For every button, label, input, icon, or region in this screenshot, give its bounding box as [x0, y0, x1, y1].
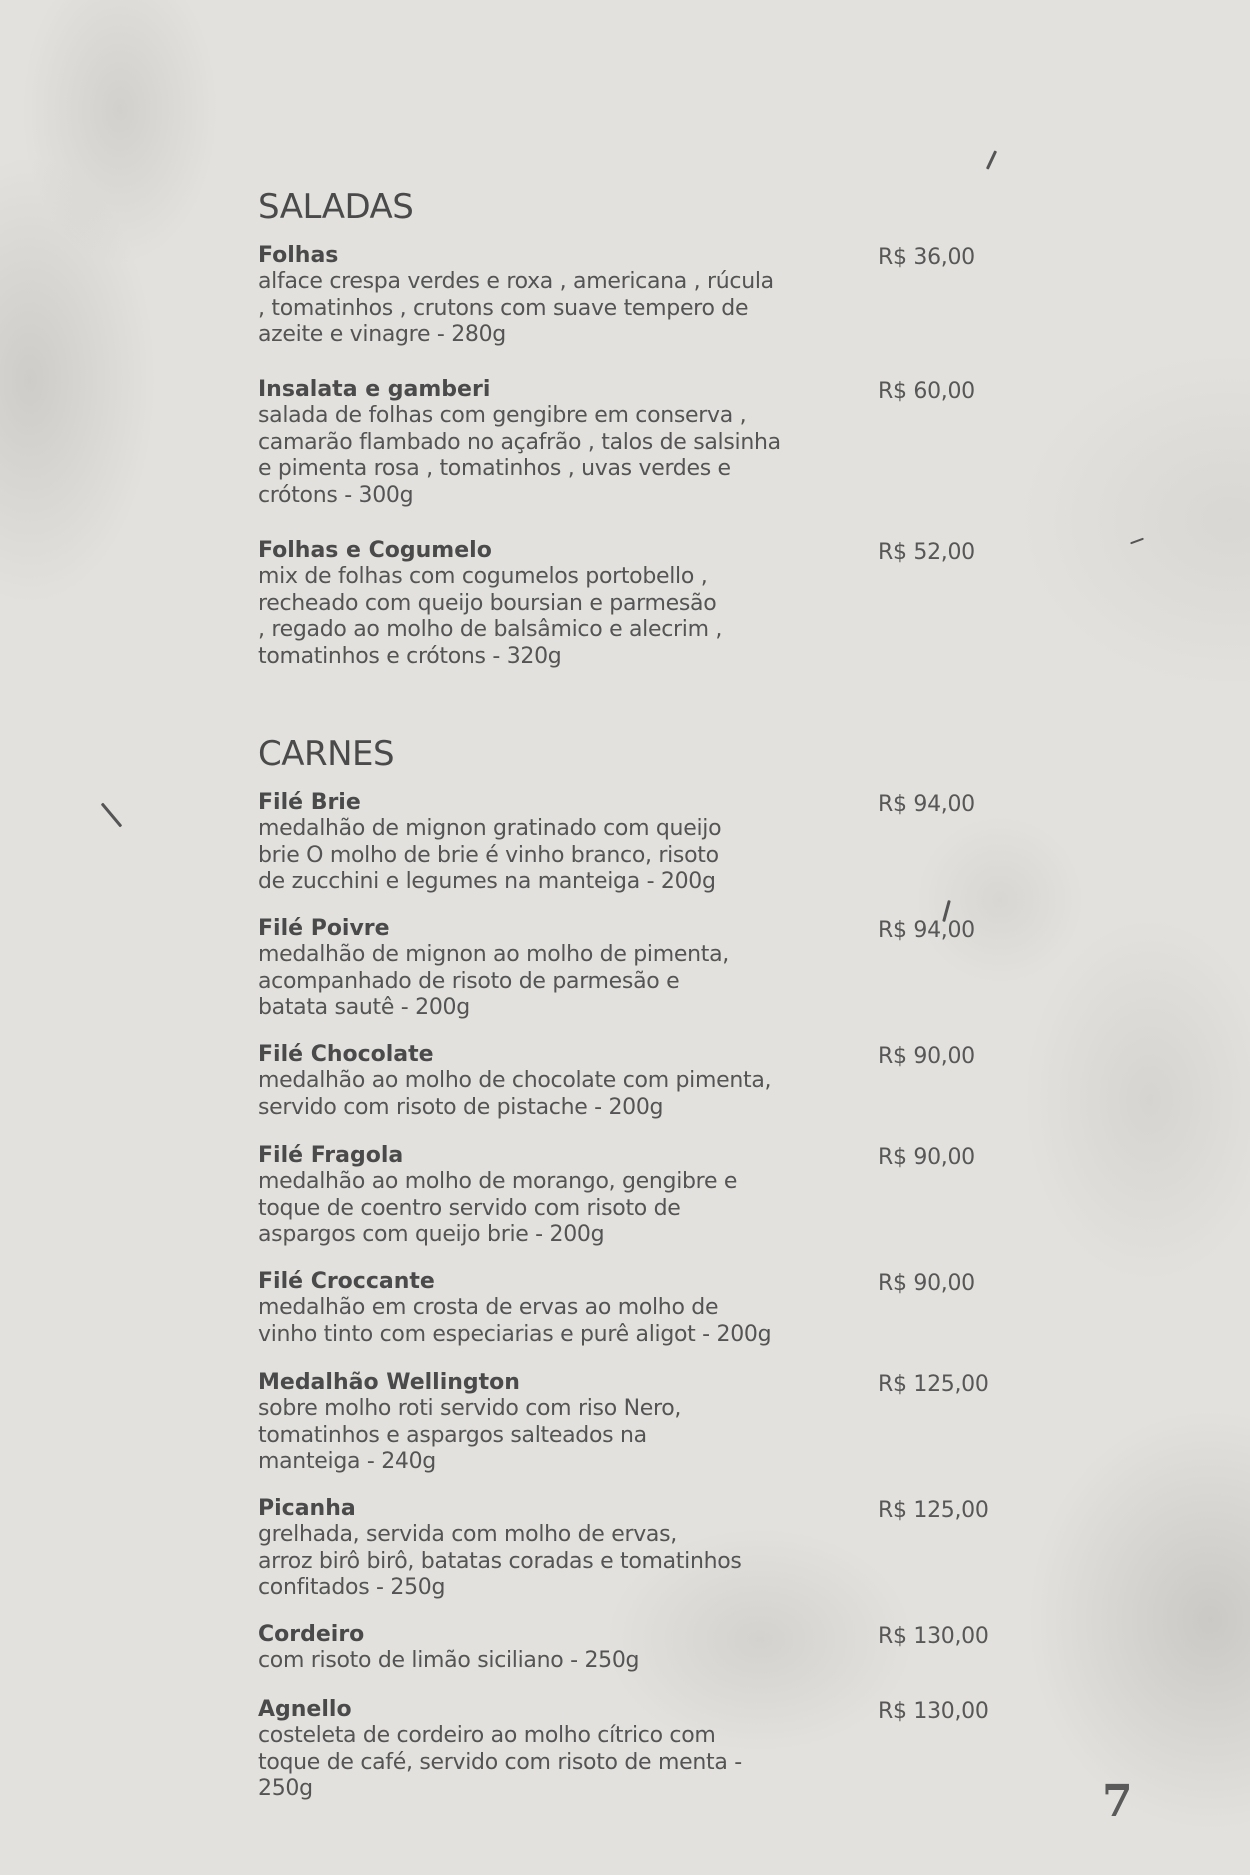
- item-price: R$ 130,00: [878, 1699, 989, 1724]
- menu-item-folhas-e-cogumelo: [258, 538, 975, 670]
- item-price: R$ 36,00: [878, 245, 975, 270]
- paper-fleck: [1130, 538, 1144, 545]
- item-price: R$ 125,00: [878, 1372, 989, 1397]
- item-name: Medalhão Wellington: [258, 1370, 520, 1395]
- menu-item-picanha: [258, 1496, 989, 1602]
- item-description: medalhão de mignon ao molho de pimenta, acompanhado de risoto de parmesão e batata sautê - 200g: [258, 942, 729, 1020]
- menu-item-file-brie: [258, 790, 975, 896]
- item-description: grelhada, servida com molho de ervas, arroz birô birô, batatas coradas e tomatinhos confitados - 250g: [258, 1522, 742, 1600]
- section-title-carnes: CARNES: [258, 734, 395, 774]
- item-description: costeleta de cordeiro ao molho cítrico com toque de café, servido com risoto de menta - 250g: [258, 1723, 742, 1801]
- menu-item-file-fragola: [258, 1143, 975, 1249]
- item-price: R$ 94,00: [878, 918, 975, 943]
- item-description: medalhão ao molho de chocolate com pimenta, servido com risoto de pistache - 200g: [258, 1068, 772, 1120]
- item-name: Filé Poivre: [258, 916, 390, 941]
- item-name: Filé Brie: [258, 790, 361, 815]
- item-price: R$ 94,00: [878, 792, 975, 817]
- item-name: Picanha: [258, 1496, 356, 1521]
- item-description: sobre molho roti servido com riso Nero, tomatinhos e aspargos salteados na manteiga - 240g: [258, 1396, 682, 1474]
- item-description: medalhão ao molho de morango, gengibre e toque de coentro servido com risoto de aspargos com queijo brie - 200g: [258, 1169, 738, 1247]
- item-name: Filé Croccante: [258, 1269, 435, 1294]
- item-price: R$ 90,00: [878, 1271, 975, 1296]
- item-description: com risoto de limão siciliano - 250g: [258, 1648, 640, 1673]
- page-number: 7: [1102, 1776, 1133, 1827]
- item-description: medalhão de mignon gratinado com queijo brie O molho de brie é vinho branco, risoto de zucchini e legumes na manteiga - 200g: [258, 816, 722, 894]
- item-name: Cordeiro: [258, 1622, 365, 1647]
- item-name: Filé Chocolate: [258, 1042, 434, 1067]
- item-description: alface crespa verdes e roxa , americana , rúcula , tomatinhos , crutons com suave tempero de azeite e vinagre - 280g: [258, 269, 774, 347]
- item-price: R$ 90,00: [878, 1145, 975, 1170]
- item-name: Folhas: [258, 243, 339, 268]
- item-name: Agnello: [258, 1697, 352, 1722]
- menu-item-medalhao-wellington: [258, 1370, 989, 1476]
- menu-item-file-chocolate: [258, 1042, 975, 1121]
- item-price: R$ 52,00: [878, 540, 975, 565]
- menu-item-folhas: [258, 243, 975, 349]
- item-name: Filé Fragola: [258, 1143, 404, 1168]
- item-name: Insalata e gamberi: [258, 377, 491, 402]
- item-price: R$ 130,00: [878, 1624, 989, 1649]
- item-price: R$ 60,00: [878, 379, 975, 404]
- item-name: Folhas e Cogumelo: [258, 538, 492, 563]
- menu-item-cordeiro: [258, 1622, 989, 1675]
- item-description: medalhão em crosta de ervas ao molho de vinho tinto com especiarias e purê aligot - 200g: [258, 1295, 772, 1347]
- menu-item-file-poivre: [258, 916, 975, 1022]
- item-price: R$ 90,00: [878, 1044, 975, 1069]
- menu-item-file-croccante: [258, 1269, 975, 1348]
- item-description: mix de folhas com cogumelos portobello , recheado com queijo boursian e parmesão , regado ao molho de balsâmico e alecrim , tomatinhos e crótons - 320g: [258, 564, 723, 669]
- paper-fleck: [986, 150, 997, 169]
- menu-item-agnello: [258, 1697, 989, 1803]
- item-description: salada de folhas com gengibre em conserva , camarão flambado no açafrão , talos de salsinha e pimenta rosa , tomatinhos , uvas verdes e crótons - 300g: [258, 403, 781, 508]
- section-title-saladas: SALADAS: [258, 187, 414, 227]
- paper-fleck: [101, 803, 123, 828]
- menu-item-insalata-e-gamberi: [258, 377, 975, 509]
- item-price: R$ 125,00: [878, 1498, 989, 1523]
